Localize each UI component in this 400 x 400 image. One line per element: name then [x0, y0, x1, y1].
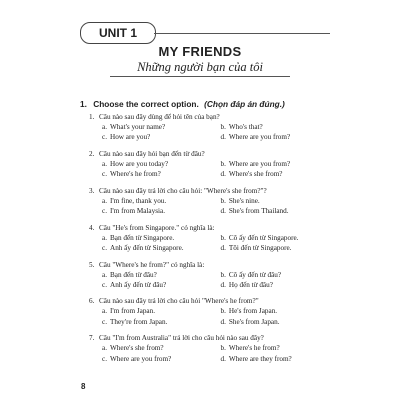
question-item	[89, 112, 339, 143]
option-letter: c.	[102, 244, 107, 253]
option-letter: d.	[220, 133, 226, 142]
question-number: 3.	[89, 186, 95, 195]
option-c	[102, 206, 221, 216]
option-d	[221, 206, 340, 216]
option-text: How are you?	[110, 133, 151, 142]
option-letter: d.	[220, 317, 226, 326]
option-text: I'm fine, thank you.	[110, 196, 167, 205]
option-text: Where's he from?	[110, 170, 161, 179]
option-c	[102, 317, 221, 327]
option-letter: a.	[102, 159, 107, 168]
option-b	[221, 233, 340, 243]
option-letter: b.	[220, 344, 226, 353]
option-d	[221, 280, 340, 290]
option-text: How are you today?	[110, 159, 169, 168]
option-c	[102, 169, 221, 179]
options-row	[102, 243, 339, 253]
option-text: Where are they from?	[228, 354, 292, 363]
options-grid	[89, 343, 339, 364]
question-item	[89, 149, 339, 180]
option-a	[102, 306, 221, 316]
option-letter: c.	[102, 280, 107, 289]
option-a	[102, 343, 221, 353]
question-text: Câu "I'm from Australia" trả lời cho câu hỏi nào sau đây?	[99, 334, 264, 343]
option-text: Tôi đến từ Singapore.	[228, 244, 292, 253]
question-text: Câu "He's from Singapore." có nghĩa là:	[99, 223, 215, 232]
options-row	[102, 306, 339, 316]
options-grid	[89, 159, 339, 180]
options-row	[102, 317, 339, 327]
option-a	[102, 270, 221, 280]
question-item	[89, 333, 339, 364]
option-text: Họ đến từ đâu?	[228, 280, 273, 289]
option-d	[221, 169, 340, 179]
option-letter: a.	[102, 196, 107, 205]
options-row	[102, 132, 339, 142]
option-letter: c.	[102, 354, 107, 363]
options-row	[102, 233, 339, 243]
question-number: 6.	[89, 297, 95, 306]
section-number: 1.	[80, 99, 87, 109]
page-number: 8	[81, 382, 86, 391]
option-letter: d.	[220, 244, 226, 253]
option-d	[221, 317, 340, 327]
option-text: Cô ấy đến từ đâu?	[228, 270, 282, 279]
page-title: MY FRIENDS	[158, 44, 242, 59]
option-letter: a.	[102, 307, 107, 316]
question-item	[89, 186, 339, 217]
option-d	[221, 243, 340, 253]
unit-badge: UNIT 1	[80, 22, 156, 44]
option-letter: b.	[220, 307, 226, 316]
section-heading	[80, 99, 285, 109]
question-list	[89, 112, 339, 370]
option-letter: c.	[102, 317, 107, 326]
option-letter: b.	[220, 123, 226, 131]
options-row	[102, 122, 339, 132]
option-text: Bạn đến từ đâu?	[110, 270, 157, 279]
options-row	[102, 354, 339, 364]
option-letter: d.	[220, 170, 226, 179]
question-text: Câu nào sau đây trả lời cho câu hỏi "Where's he from?"	[99, 297, 259, 306]
page-subtitle: Những người bạn của tôi	[137, 60, 263, 74]
option-text: They're from Japan.	[110, 317, 168, 326]
option-letter: b.	[220, 159, 226, 168]
question-text: Câu "Where's he from?" có nghĩa là:	[99, 260, 205, 269]
unit-rule-divider	[154, 33, 330, 34]
option-letter: d.	[220, 354, 226, 363]
option-c	[102, 243, 221, 253]
question-number: 7.	[89, 334, 95, 343]
option-b	[221, 343, 340, 353]
question-number: 1.	[89, 113, 95, 121]
option-text: Where's she from?	[228, 170, 283, 179]
option-b	[221, 196, 340, 206]
option-text: Cô ấy đến từ Singapore.	[228, 233, 299, 242]
option-text: He's from Japan.	[228, 307, 278, 316]
option-letter: b.	[220, 196, 226, 205]
option-d	[221, 354, 340, 364]
options-grid	[89, 233, 339, 254]
option-text: Anh ấy đến từ Singapore.	[110, 244, 184, 253]
question-number: 5.	[89, 260, 95, 269]
option-text: I'm from Malaysia.	[110, 207, 165, 216]
options-row	[102, 169, 339, 179]
option-letter: b.	[220, 233, 226, 242]
option-b	[221, 122, 340, 132]
option-letter: d.	[220, 280, 226, 289]
option-letter: a.	[102, 233, 107, 242]
option-letter: c.	[102, 170, 107, 179]
question-text: Câu nào sau đây hỏi bạn đến từ đâu?	[99, 149, 205, 158]
option-text: What's your name?	[110, 123, 166, 131]
option-text: Where are you from?	[228, 133, 291, 142]
option-letter: a.	[102, 270, 107, 279]
options-row	[102, 280, 339, 290]
option-text: Where's he from?	[228, 344, 280, 353]
option-a	[102, 159, 221, 169]
option-letter: a.	[102, 344, 107, 353]
option-text: Anh ấy đến từ đâu?	[110, 280, 167, 289]
question-item	[89, 296, 339, 327]
option-letter: c.	[102, 133, 107, 142]
option-letter: d.	[220, 207, 226, 216]
options-grid	[89, 270, 339, 291]
options-row	[102, 206, 339, 216]
question-number: 4.	[89, 223, 95, 232]
options-row	[102, 270, 339, 280]
option-text: Where's she from?	[110, 344, 164, 353]
option-c	[102, 132, 221, 142]
question-number: 2.	[89, 149, 95, 158]
options-grid	[89, 196, 339, 217]
options-row	[102, 196, 339, 206]
options-row	[102, 159, 339, 169]
section-note: (Chọn đáp án đúng.)	[204, 99, 285, 109]
question-item	[89, 260, 339, 291]
option-d	[221, 132, 340, 142]
option-letter: a.	[102, 123, 107, 131]
subtitle-underline	[110, 76, 290, 77]
question-item	[89, 223, 339, 254]
option-text: Where are you from?	[110, 354, 172, 363]
section-title: Choose the correct option.	[93, 99, 199, 109]
option-b	[221, 306, 340, 316]
option-letter: b.	[220, 270, 226, 279]
options-grid	[89, 122, 339, 143]
option-text: Who's that?	[228, 123, 263, 131]
option-a	[102, 233, 221, 243]
option-c	[102, 354, 221, 364]
option-text: Bạn đến từ Singapore.	[110, 233, 175, 242]
option-text: Where are you from?	[228, 159, 291, 168]
question-text: Câu nào sau đây trả lời cho câu hỏi: "Where's she from?"?	[99, 186, 267, 195]
options-grid	[89, 306, 339, 327]
option-c	[102, 280, 221, 290]
options-row	[102, 343, 339, 353]
option-a	[102, 122, 221, 132]
question-text: Câu nào sau đây dùng để hỏi tên của bạn?	[99, 113, 220, 121]
option-text: She's from Thailand.	[228, 207, 289, 216]
option-text: I'm from Japan.	[110, 307, 156, 316]
option-a	[102, 196, 221, 206]
option-text: She's from Japan.	[228, 317, 280, 326]
option-text: She's nine.	[228, 196, 260, 205]
option-b	[221, 159, 340, 169]
option-letter: c.	[102, 207, 107, 216]
option-b	[221, 270, 340, 280]
